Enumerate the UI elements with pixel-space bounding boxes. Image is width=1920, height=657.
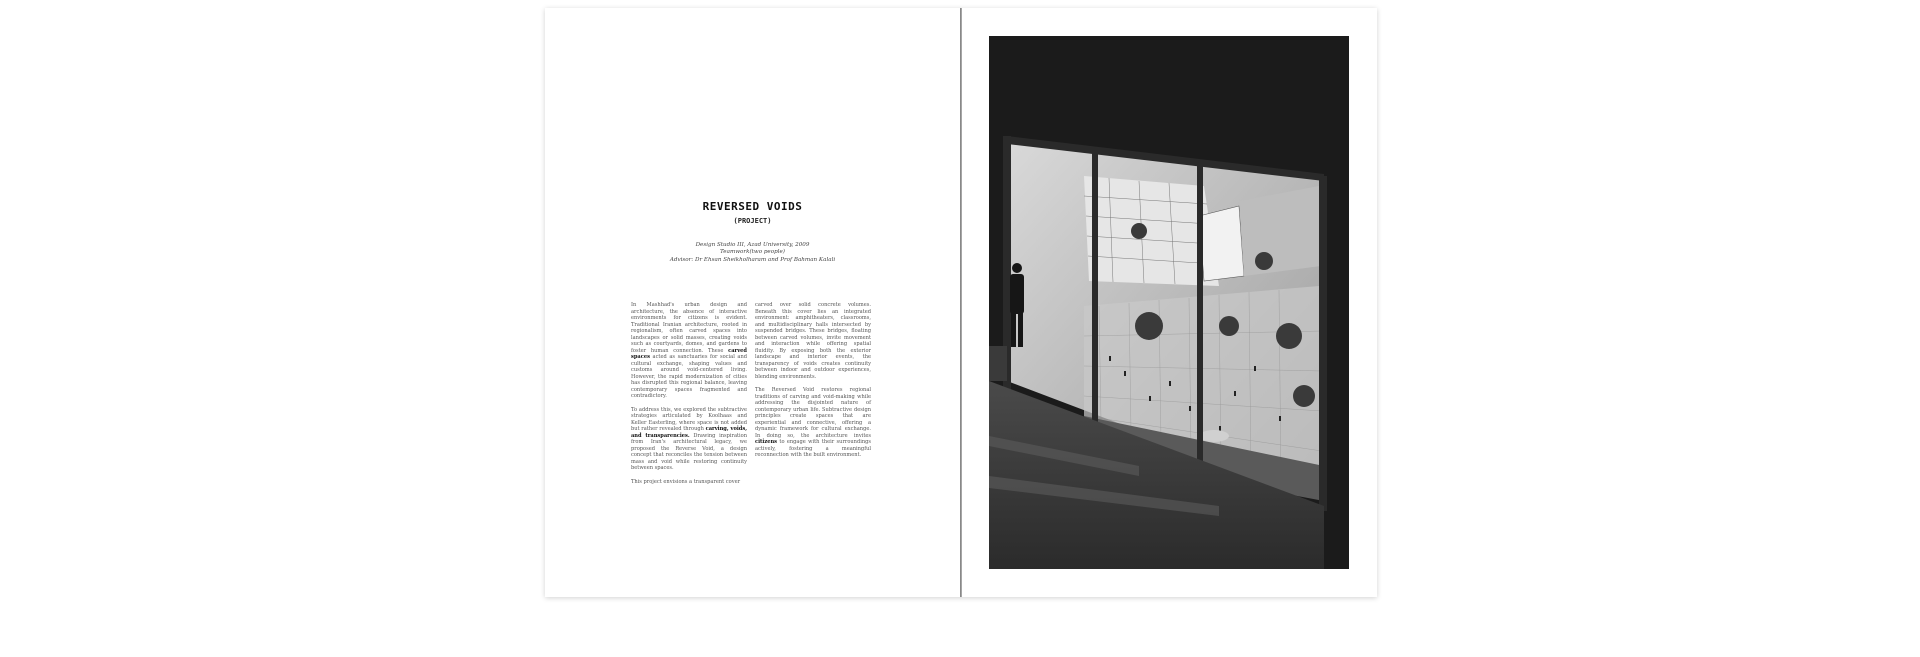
- project-credits: [545, 242, 960, 264]
- mullion-center: [1092, 151, 1098, 456]
- paragraph-3: This project envisions a transparent cover: [631, 478, 741, 485]
- text-column-2: [755, 302, 871, 466]
- paragraph-2: To address this, we explored the subtractive strategies articulated by Koolhaas and Keller Easterling, where space is not added but rather revealed through carving, voids, and transparencies. Drawing inspiration from Iran's architectural legacy, we proposed the Reverse Void, a design concept that reconciles the tension between mass and void while restoring continuity between spaces.: [631, 406, 748, 471]
- credits-line-team: Teamwork(two people): [720, 249, 785, 256]
- text-column-1: [631, 302, 747, 492]
- left-page: [545, 8, 960, 597]
- emphasis-carved-spaces: carved spaces: [631, 347, 747, 360]
- page-subtitle: (PROJECT): [733, 217, 772, 225]
- credits-line-advisor: Advisor: Dr Ehsan Sheikholharam and Prof Bahman Kalali: [669, 256, 836, 263]
- book-spread: [545, 8, 1377, 597]
- rendering-illustration: [989, 36, 1349, 569]
- page-title: REVERSED VOIDS: [702, 200, 803, 213]
- emphasis-citizens: citizens: [755, 439, 778, 445]
- credits-line-studio: Design Studio III, Azad University, 2009: [695, 242, 810, 248]
- architecture-rendering-image: [989, 36, 1349, 569]
- paragraph-5: The Reversed Void restores regional traditions of carving and void-making while addressing the disjointed nature of contemporary urban life. Subtractive design principles create spaces that are experiential and connective, offering a dynamic framework for cultural exchange. In doing so, the architecture invites citizens to engage with their surroundings actively, fostering a meaningful reconnection with the built environment.: [755, 387, 871, 458]
- mullion-right: [1197, 162, 1203, 502]
- paragraph-4: carved over solid concrete volumes. Beneath this cover lies an integrated environment: amphitheaters, classrooms, and multidisciplinary halls intersected by suspended bridges. These bridges, floating between carved volumes, invite movement and interaction while offering spatial fluidity. By exposing both the exterior landscape and interior events, the transparency of voids creates continuity between indoor and outdoor experiences, blending environments.: [755, 302, 871, 380]
- right-page: [962, 8, 1377, 597]
- emphasis-carving-voids: carving, voids, and transparencies.: [631, 426, 748, 439]
- paragraph-1: In Mashhad's urban design and architecture, the absence of interactive environments for citizens is evident. Traditional Iranian architecture, rooted in regionalism, often carved spaces into landscapes or solid masses, creating voids such as courtyards, domes, and gardens to foster human connection. These carved spaces acted as sanctuaries for social and cultural exchange, shaping values and customs around void-centered living. However, the rapid modernization of cities has disrupted this regional balance, leaving contemporary spaces fragmented and contradictory.: [631, 302, 747, 399]
